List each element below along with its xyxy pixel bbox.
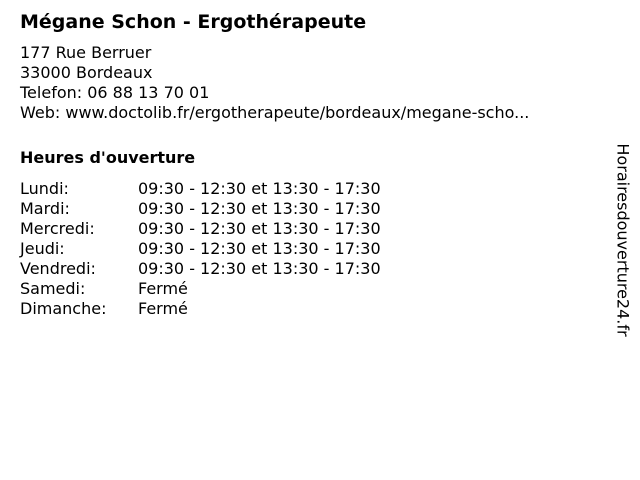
business-card	[20, 10, 600, 319]
day-hours: 09:30 - 12:30 et 13:30 - 17:30	[138, 259, 381, 278]
contact-block	[20, 43, 600, 123]
postal-city: 33000 Bordeaux	[20, 63, 153, 82]
day-hours: 09:30 - 12:30 et 13:30 - 17:30	[138, 239, 381, 258]
hours-row-wednesday	[20, 219, 600, 239]
site-watermark	[612, 134, 634, 346]
street-address: 177 Rue Berruer	[20, 43, 152, 62]
hours-row-friday	[20, 259, 600, 279]
hours-row-thursday	[20, 239, 600, 259]
day-hours: 09:30 - 12:30 et 13:30 - 17:30	[138, 219, 381, 238]
day-hours: Fermé	[138, 299, 188, 318]
phone-line: Telefon: 06 88 13 70 01	[20, 83, 210, 102]
website-line: Web: www.doctolib.fr/ergotherapeute/bordeaux/megane-scho...	[20, 103, 530, 122]
hours-row-sunday	[20, 299, 600, 319]
day-label: Mardi:	[20, 199, 70, 218]
hours-row-saturday	[20, 279, 600, 299]
hours-row-tuesday	[20, 199, 600, 219]
day-label: Vendredi:	[20, 259, 96, 278]
day-hours: Fermé	[138, 279, 188, 298]
day-hours: 09:30 - 12:30 et 13:30 - 17:30	[138, 179, 381, 198]
day-label: Lundi:	[20, 179, 69, 198]
opening-hours-title: Heures d'ouverture	[20, 148, 196, 167]
opening-hours-list	[20, 179, 600, 319]
day-label: Mercredi:	[20, 219, 95, 238]
day-label: Jeudi:	[20, 239, 65, 258]
business-name: Mégane Schon - Ergothérapeute	[20, 11, 367, 33]
hours-row-monday	[20, 179, 600, 199]
day-hours: 09:30 - 12:30 et 13:30 - 17:30	[138, 199, 381, 218]
day-label: Samedi:	[20, 279, 86, 298]
site-watermark-text: Horairesdouverture24.fr	[614, 143, 634, 337]
day-label: Dimanche:	[20, 299, 107, 318]
